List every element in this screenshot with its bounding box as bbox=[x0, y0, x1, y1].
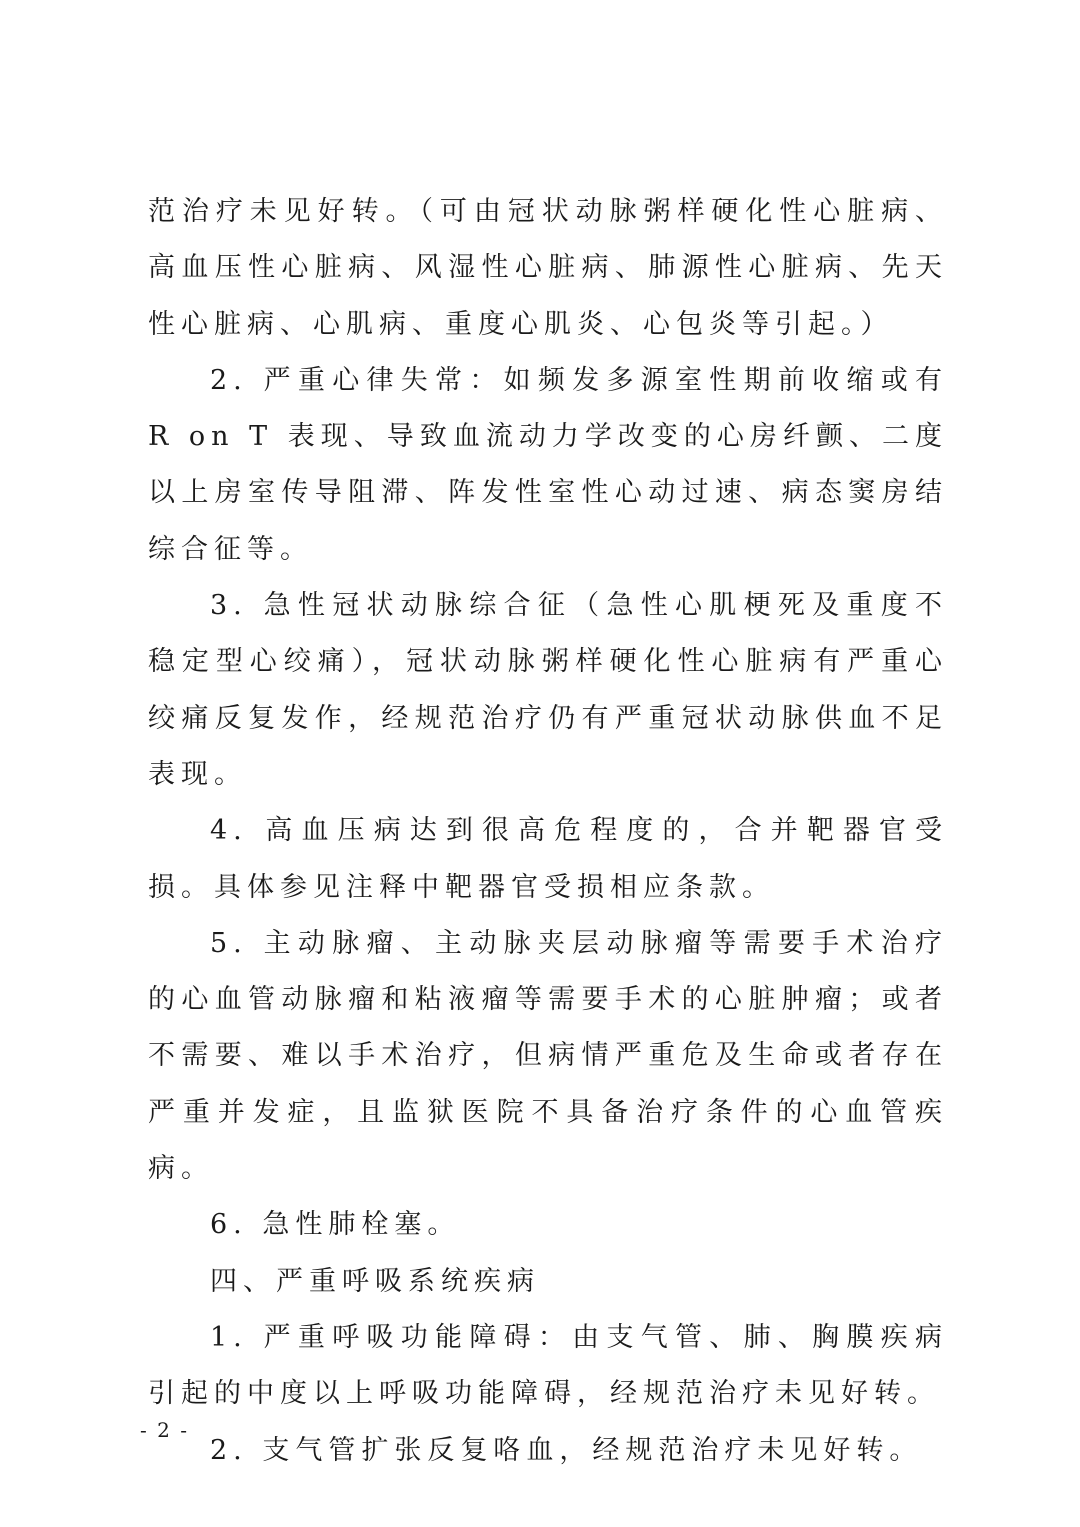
paragraph-bronchiectasis: 2. 支气管扩张反复咯血，经规范治疗未见好转。 bbox=[210, 1434, 923, 1466]
paragraph-continuation: 范治疗未见好转。（可由冠状动脉粥样硬化性心脏病、高血压性心脏病、风湿性心脏病、肺源性心脏病、先天性心脏病、心肌病、重度心肌炎、心包炎等引起。） bbox=[148, 196, 948, 340]
paragraph-hypertension: 4. 高血压病达到很高危程度的，合并靶器官受损。具体参见注释中靶器官受损相应条款。 bbox=[148, 815, 948, 903]
document-body bbox=[148, 184, 948, 1479]
paragraph-arrhythmia: 2. 严重心律失常：如频发多源室性期前收缩或有 R on T 表现、导致血流动力学改变的心房纤颤、二度以上房室传导阻滞、阵发性室性心动过速、病态窦房结综合征等。 bbox=[148, 364, 948, 565]
page-number: - 2 - bbox=[140, 1418, 189, 1442]
paragraph-pulmonary-embolism: 6. 急性肺栓塞。 bbox=[210, 1209, 461, 1241]
section-heading-respiratory: 四、严重呼吸系统疾病 bbox=[210, 1265, 540, 1297]
paragraph-acute-coronary-syndrome: 3. 急性冠状动脉综合征（急性心肌梗死及重度不稳定型心绞痛），冠状动脉粥样硬化性心脏病有严重心绞痛反复发作，经规范治疗仍有严重冠状动脉供血不足表现。 bbox=[148, 590, 948, 790]
paragraph-aortic-aneurysm: 5. 主动脉瘤、主动脉夹层动脉瘤等需要手术治疗的心血管动脉瘤和粘液瘤等需要手术的心脏肿瘤；或者不需要、难以手术治疗，但病情严重危及生命或者存在严重并发症，且监狱医院不具备治疗条件的心血管疾病。 bbox=[148, 927, 948, 1185]
paragraph-respiratory-dysfunction: 1. 严重呼吸功能障碍：由支气管、肺、胸膜疾病引起的中度以上呼吸功能障碍，经规范治疗未见好转。 bbox=[148, 1321, 948, 1410]
